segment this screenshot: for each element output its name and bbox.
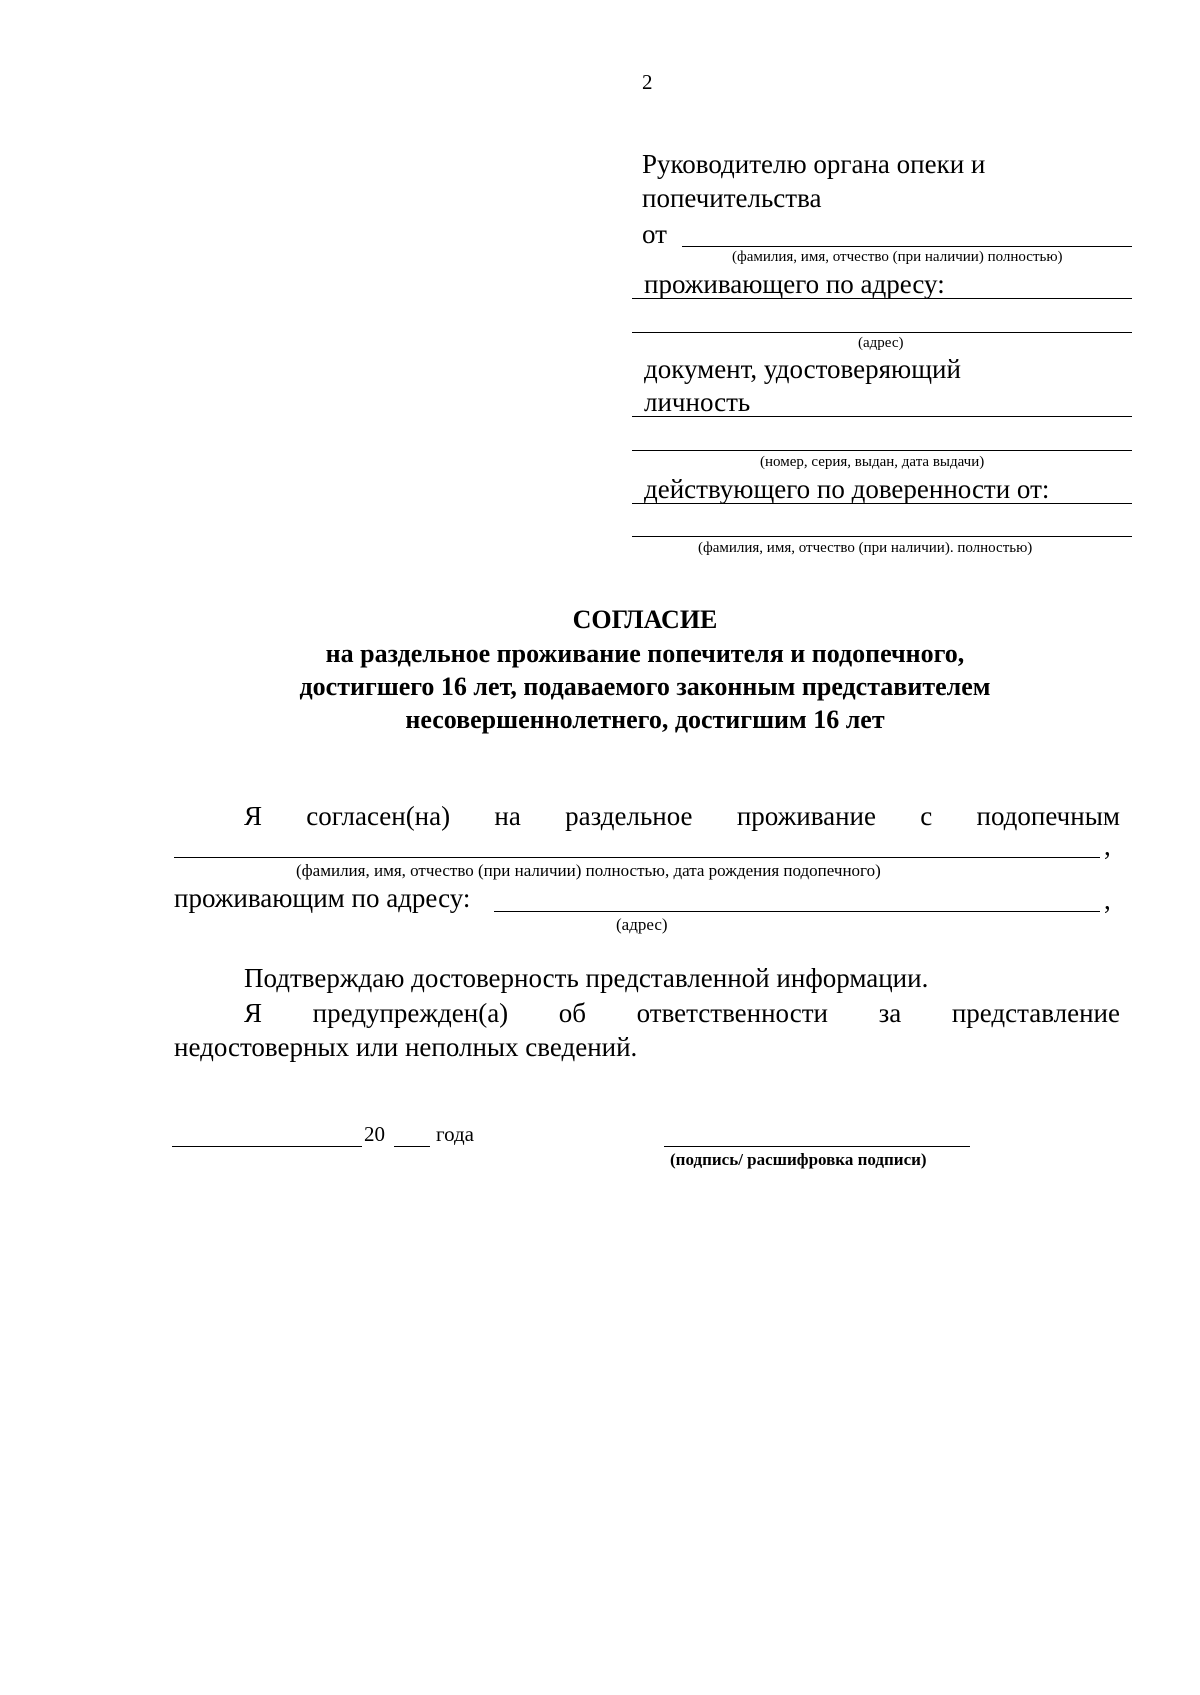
proxy-hint: (фамилия, имя, отчество (при наличии). полностью) [698, 540, 1033, 556]
date-year-field-line[interactable] [394, 1146, 430, 1147]
addressee-line-2: попечительства [642, 183, 822, 213]
proxy-label: действующего по доверенности от: [644, 474, 1050, 504]
consent-word: согласен(на) [306, 801, 451, 831]
id-doc-field-line[interactable] [632, 450, 1132, 451]
signature-hint: (подпись/ расшифровка подписи) [670, 1150, 927, 1169]
warning-word: предупрежден(а) [312, 998, 509, 1028]
confirmation-text: Подтверждаю достоверность представленной информации. [244, 963, 929, 993]
warning-word: ответственности [636, 998, 828, 1028]
from-label: от [642, 219, 667, 249]
document-title: СОГЛАСИЕ [572, 605, 718, 634]
fio-field-line[interactable] [682, 246, 1132, 247]
consent-word: на [494, 801, 521, 831]
id-doc-line-1: документ, удостоверяющий [644, 354, 961, 384]
residing-label: проживающим по адресу: [174, 883, 471, 913]
address-hint: (адрес) [858, 335, 904, 351]
consent-word: проживание [736, 801, 876, 831]
date-year-suffix: года [436, 1122, 474, 1146]
ward-name-field-line[interactable] [174, 857, 1100, 858]
fio-hint: (фамилия, имя, отчество (при наличии) полностью) [732, 249, 1063, 265]
warning-word: об [558, 998, 587, 1028]
proxy-field-line[interactable] [632, 536, 1132, 537]
address-label-underline [632, 298, 1132, 299]
id-doc-hint: (номер, серия, выдан, дата выдачи) [760, 454, 985, 470]
signature-field-line[interactable] [664, 1146, 970, 1147]
page-number: 2 [642, 70, 653, 94]
ward-address-field-line[interactable] [494, 911, 1100, 912]
warning-text-line-2: недостоверных или неполных сведений. [174, 1032, 638, 1062]
proxy-label-underline [632, 503, 1132, 504]
ward-name-comma: , [1104, 831, 1111, 861]
ward-address-hint: (адрес) [616, 915, 668, 934]
consent-word: подопечным [976, 801, 1120, 831]
id-doc-label-underline [632, 416, 1132, 417]
id-doc-line-2: личность [644, 387, 751, 417]
address-label: проживающего по адресу: [644, 269, 945, 299]
warning-word: за [878, 998, 902, 1028]
warning-word: Я [244, 998, 263, 1028]
document-subtitle-2: достигшего 16 лет, подаваемого законным представителем [299, 672, 991, 701]
warning-sentence [244, 997, 1120, 1029]
date-year-prefix: 20 [364, 1122, 385, 1146]
consent-word: раздельное [565, 801, 693, 831]
consent-sentence [244, 800, 1120, 832]
warning-word: представление [951, 998, 1120, 1028]
document-subtitle-3: несовершеннолетнего, достигшим 16 лет [405, 705, 885, 734]
address-field-line[interactable] [632, 332, 1132, 333]
consent-word: с [920, 801, 933, 831]
ward-address-comma: , [1104, 885, 1111, 915]
document-subtitle-1: на раздельное проживание попечителя и подопечного, [325, 639, 965, 668]
addressee-line-1: Руководителю органа опеки и [642, 149, 986, 179]
ward-name-hint: (фамилия, имя, отчество (при наличии) полностью, дата рождения подопечного) [296, 861, 881, 880]
date-day-month-field-line[interactable] [172, 1146, 362, 1147]
consent-word: Я [244, 801, 263, 831]
